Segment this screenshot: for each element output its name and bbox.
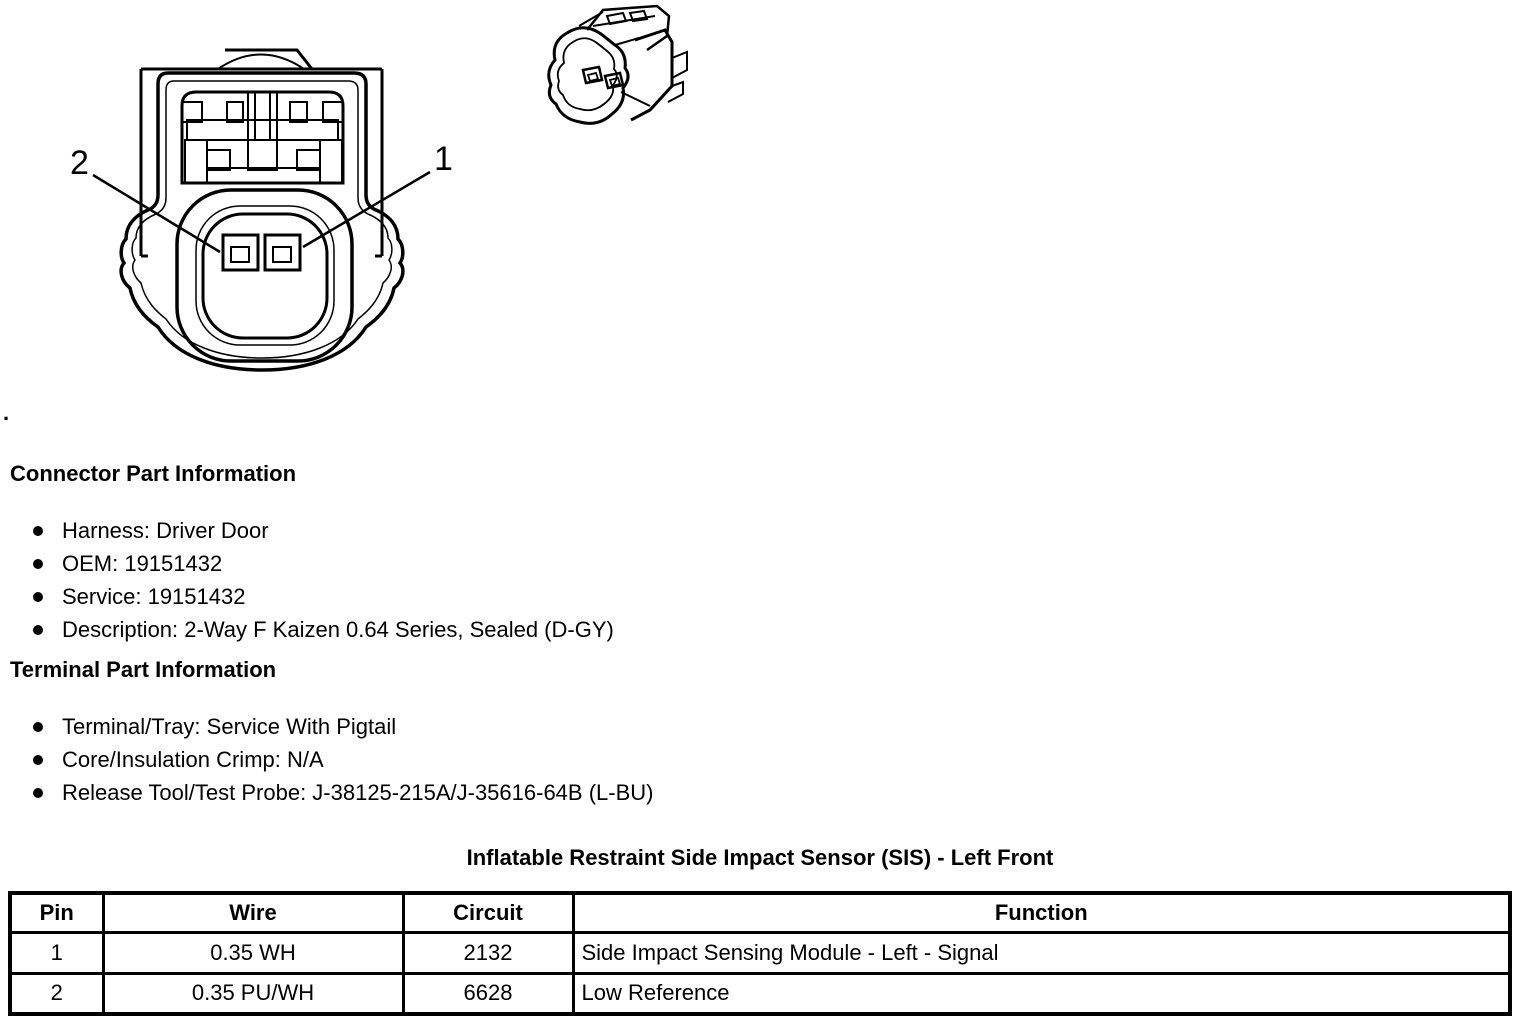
- stray-period-mark: .: [3, 400, 10, 425]
- description-value: Description: 2-Way F Kaizen 0.64 Series, Sealed (D-GY): [62, 616, 614, 642]
- release-tool-test-probe-value: Release Tool/Test Probe: J-38125-215A/J-35616-64B (L-BU): [62, 779, 654, 805]
- function-cell: Side Impact Sensing Module - Left - Signal: [573, 932, 1510, 973]
- pinout-table-title: Inflatable Restraint Side Impact Sensor (SIS) - Left Front: [466, 845, 1054, 870]
- pin-2-label: 2: [70, 144, 89, 182]
- bullet-icon: [33, 722, 43, 732]
- harness-value: Harness: Driver Door: [62, 517, 269, 543]
- terminal-part-information-heading: Terminal Part Information: [10, 657, 277, 682]
- table-header-row: [10, 893, 1510, 932]
- bullet-icon: [33, 592, 43, 602]
- connector-face-diagram: [40, 20, 480, 410]
- bullet-icon: [33, 526, 43, 536]
- connector-3d-view: [535, 0, 710, 140]
- wire-cell: 0.35 WH: [103, 932, 403, 973]
- column-header-circuit: Circuit: [403, 893, 573, 932]
- circuit-cell: 2132: [403, 932, 573, 973]
- list-item: [33, 743, 653, 776]
- table-row: [10, 973, 1510, 1014]
- pin-cell: 2: [10, 973, 103, 1014]
- pin-1-label: 1: [434, 140, 453, 178]
- column-header-pin: Pin: [10, 893, 103, 932]
- service-value: Service: 19151432: [62, 583, 246, 609]
- pin-cell: 1: [10, 932, 103, 973]
- list-item: [33, 547, 614, 580]
- list-item: [33, 776, 653, 809]
- column-header-function: Function: [573, 893, 1510, 932]
- list-item: [33, 613, 614, 646]
- bullet-icon: [33, 625, 43, 635]
- connector-part-information-list: [33, 514, 614, 646]
- bullet-icon: [33, 788, 43, 798]
- function-cell: Low Reference: [573, 973, 1510, 1014]
- wire-cell: 0.35 PU/WH: [103, 973, 403, 1014]
- list-item: [33, 580, 614, 613]
- pinout-table: [8, 891, 1512, 1016]
- oem-value: OEM: 19151432: [62, 550, 223, 576]
- circuit-cell: 6628: [403, 973, 573, 1014]
- list-item: [33, 710, 653, 743]
- bullet-icon: [33, 755, 43, 765]
- bullet-icon: [33, 559, 43, 569]
- table-row: [10, 932, 1510, 973]
- list-item: [33, 514, 614, 547]
- terminal-part-information-list: [33, 710, 653, 809]
- connector-part-information-heading: Connector Part Information: [10, 461, 297, 486]
- column-header-wire: Wire: [103, 893, 403, 932]
- core-insulation-crimp-value: Core/Insulation Crimp: N/A: [62, 746, 324, 772]
- terminal-tray-value: Terminal/Tray: Service With Pigtail: [62, 713, 397, 739]
